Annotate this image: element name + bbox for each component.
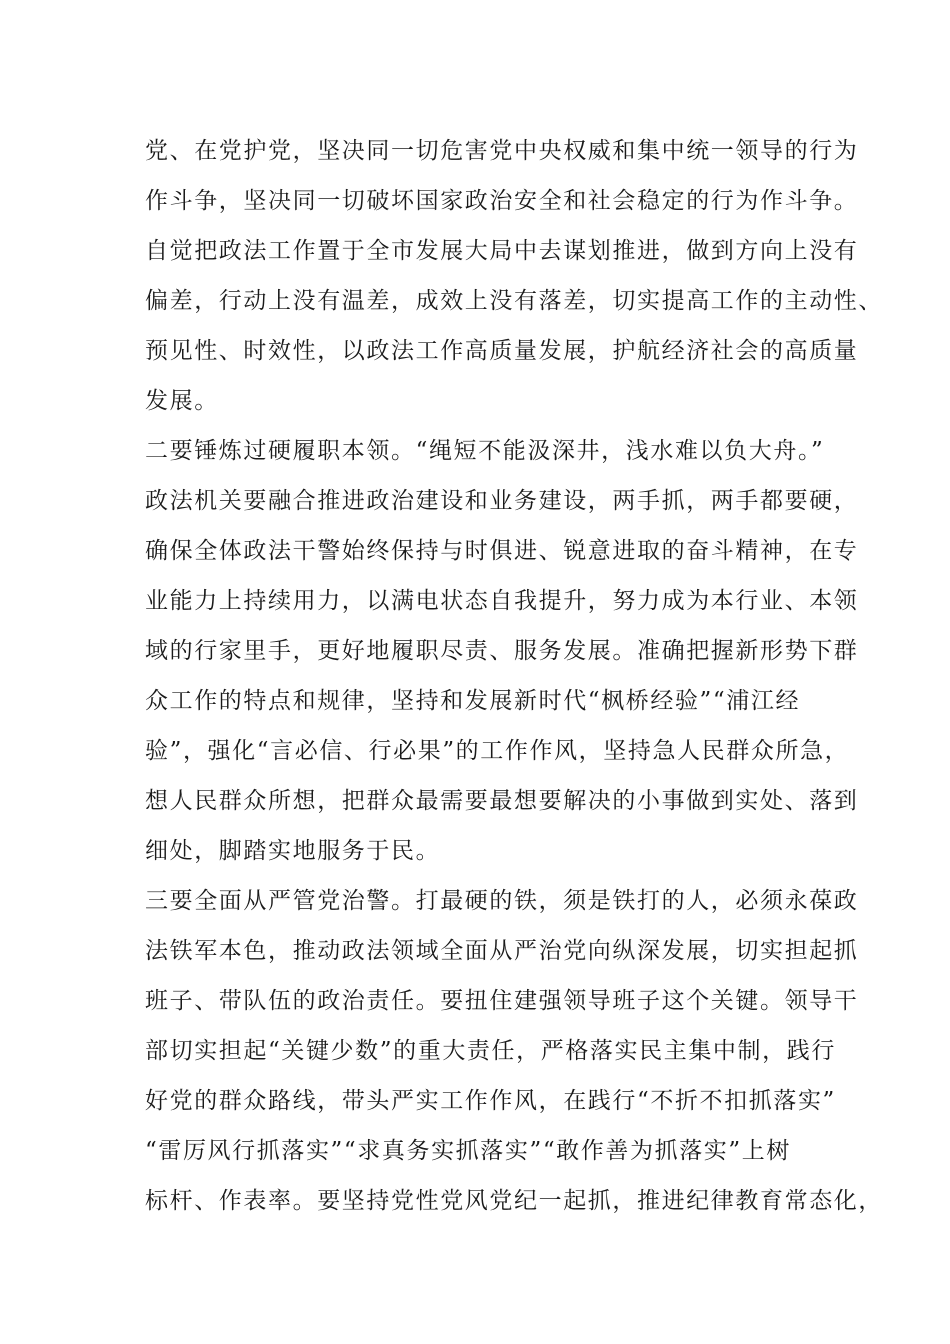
text-line: 自觉把政法工作置于全市发展大局中去谋划推进，做到方向上没有 [145,238,859,264]
text-line: 业能力上持续用力，以满电状态自我提升，努力成为本行业、本领 [145,588,859,614]
text-line: 细处，脚踏实地服务于民。 [145,838,441,864]
text-line: 二要锤炼过硬履职本领。“绳短不能汲深井，浅水难以负大舟。” [145,438,825,464]
text-line: 作斗争，坚决同一切破坏国家政治安全和社会稳定的行为作斗争。 [145,188,859,214]
text-line: 好党的群众路线，带头严实工作作风，在践行“不折不扣抓落实” [145,1088,836,1114]
text-line: 法铁军本色，推动政法领域全面从严治党向纵深发展，切实担起抓 [145,938,859,964]
text-line: 确保全体政法干警始终保持与时俱进、锐意进取的奋斗精神，在专 [145,538,859,564]
text-line: “雷厉风行抓落实”“求真务实抓落实”“敢作善为抓落实”上树 [145,1138,791,1164]
text-line: 验”，强化“言必信、行必果”的工作作风，坚持急人民群众所急， [145,738,850,764]
text-line: 域的行家里手，更好地履职尽责、服务发展。准确把握新形势下群 [145,638,859,664]
text-line: 预见性、时效性，以政法工作高质量发展，护航经济社会的高质量 [145,338,859,364]
text-line: 众工作的特点和规律，坚持和发展新时代“枫桥经验”“浦江经 [145,688,801,714]
text-line: 发展。 [145,388,219,414]
text-line: 偏差，行动上没有温差，成效上没有落差，切实提高工作的主动性、 [145,288,883,314]
text-line: 标杆、作表率。要坚持党性党风党纪一起抓，推进纪律教育常态化， [145,1188,883,1214]
text-line: 政法机关要融合推进政治建设和业务建设，两手抓，两手都要硬， [145,488,859,514]
text-line: 党、在党护党，坚决同一切危害党中央权威和集中统一领导的行为 [145,138,859,164]
text-line: 想人民群众所想，把群众最需要最想要解决的小事做到实处、落到 [145,788,859,814]
text-line: 部切实担起“关键少数”的重大责任，严格落实民主集中制，践行 [145,1038,836,1064]
text-line: 三要全面从严管党治警。打最硬的铁，须是铁打的人，必须永葆政 [145,888,859,914]
text-line: 班子、带队伍的政治责任。要扭住建强领导班子这个关键。领导干 [145,988,859,1014]
